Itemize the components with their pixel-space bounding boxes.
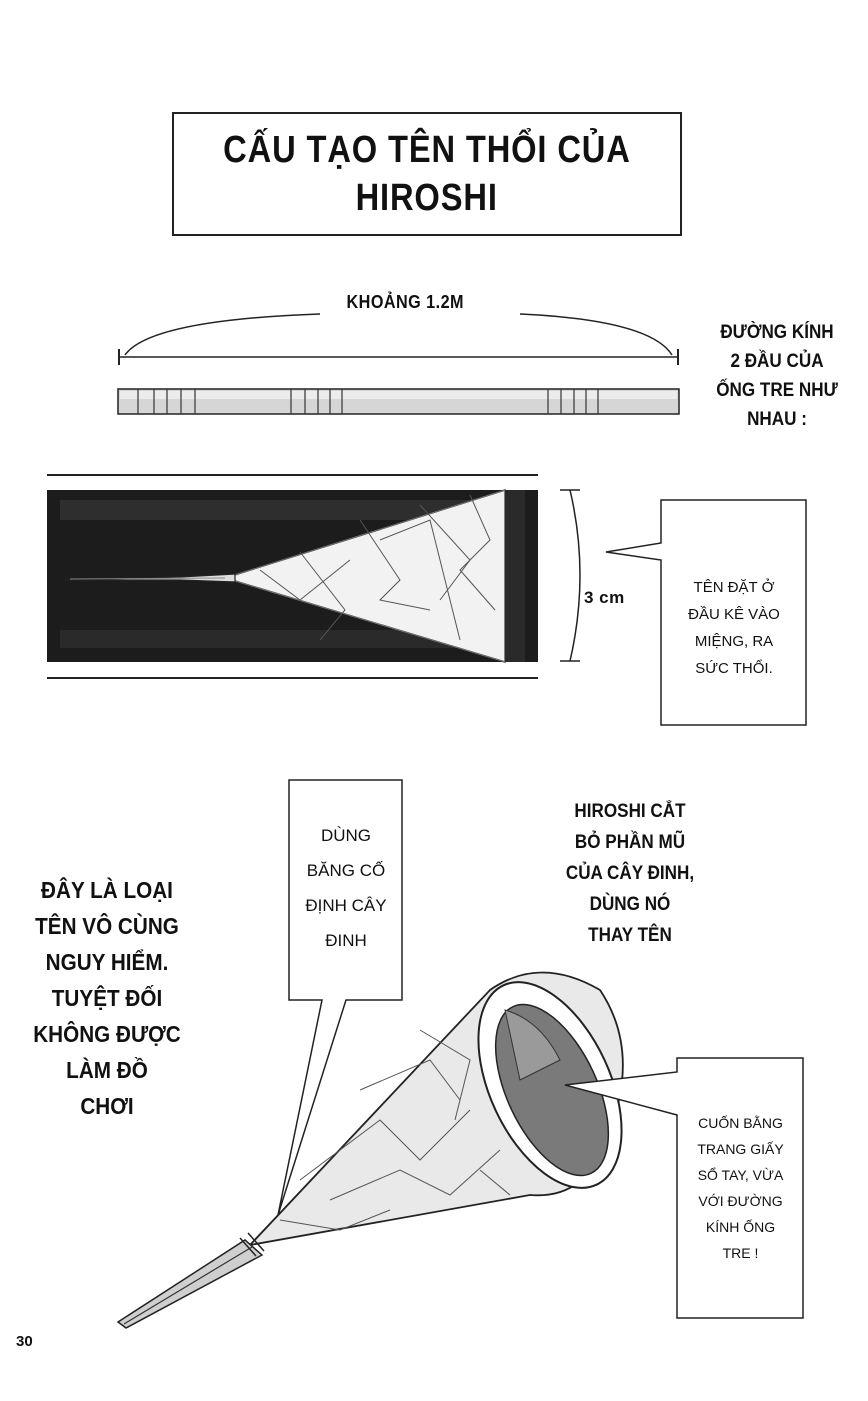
paper-note-line: TRE ! <box>722 1245 759 1261</box>
warning-line: ĐÂY LÀ LOẠI <box>41 877 173 903</box>
mouth-note-line: SỨC THỔI. <box>695 660 773 677</box>
diameter-note-line: NHAU : <box>747 409 807 430</box>
diameter-label: 3 cm <box>584 588 625 607</box>
nail-note-text <box>554 796 707 951</box>
diameter-dimension <box>560 490 580 661</box>
paper-note-text <box>678 1110 803 1266</box>
warning-line: LÀM ĐỒ <box>66 1057 148 1083</box>
mouth-note-text <box>662 574 806 682</box>
paper-note-line: SỔ TAY, VỪA <box>697 1167 784 1183</box>
nail-note-line: CỦA CÂY ĐINH, <box>565 863 695 884</box>
tape-note-text <box>290 818 402 958</box>
mouth-note-line: MIỆNG, RA <box>694 633 774 650</box>
tape-note-line: DÙNG <box>320 826 372 845</box>
warning-line: TÊN VÔ CÙNG <box>35 913 179 939</box>
dart-cone-closeup <box>118 960 651 1328</box>
title-box <box>172 112 682 236</box>
diameter-note-line: ỐNG TRE NHƯ <box>716 380 838 401</box>
page-number: 30 <box>16 1333 33 1350</box>
diameter-note-line: ĐƯỜNG KÍNH <box>720 322 834 343</box>
mouth-note-line: TÊN ĐẶT Ở <box>693 579 775 596</box>
bamboo-tube <box>118 389 679 414</box>
paper-note-line: TRANG GIẤY <box>697 1141 784 1157</box>
warning-text <box>31 872 184 1124</box>
title-line-2: HIROSHI <box>355 177 499 219</box>
warning-line: TUYỆT ĐỐI <box>51 985 163 1011</box>
length-label: KHOẢNG 1.2M <box>346 292 464 312</box>
paper-note-line: VỚI ĐƯỜNG <box>698 1193 783 1209</box>
nail-note-line: HIROSHI CẮT <box>574 801 686 822</box>
paper-note-line: CUỐN BẰNG <box>698 1115 783 1131</box>
nail-note-line: THAY TÊN <box>588 925 672 946</box>
tape-note-line: BĂNG CỐ <box>306 861 386 880</box>
tube-cross-section <box>47 475 538 678</box>
diameter-note <box>697 318 857 434</box>
title-line-1: CẤU TẠO TÊN THỔI CỦA <box>223 129 631 171</box>
paper-note-line: KÍNH ỐNG <box>705 1219 776 1235</box>
diameter-note-line: 2 ĐẦU CỦA <box>730 351 824 372</box>
warning-line: KHÔNG ĐƯỢC <box>33 1021 181 1047</box>
nail-note-line: BỎ PHẦN MŨ <box>574 832 686 853</box>
warning-line: NGUY HIỂM. <box>45 949 169 975</box>
tape-note-line: ĐỊNH CÂY <box>305 896 387 915</box>
length-dimension <box>119 314 678 365</box>
mouth-note-line: ĐẦU KÊ VÀO <box>688 606 780 623</box>
warning-line: CHƠI <box>80 1093 134 1119</box>
tape-note-line: ĐINH <box>325 931 367 950</box>
nail-note-line: DÙNG NÓ <box>589 894 671 915</box>
